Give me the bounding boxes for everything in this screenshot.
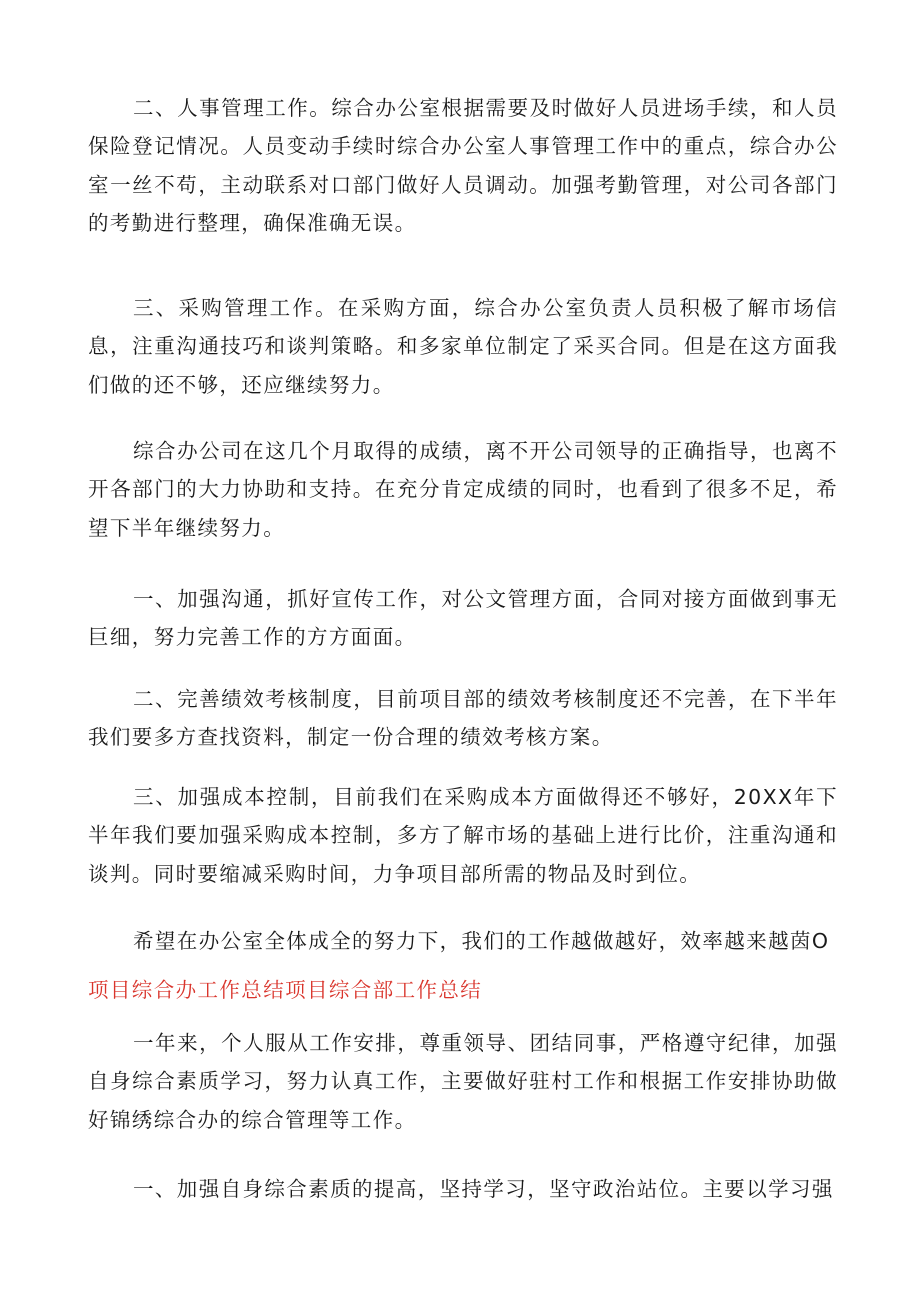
paragraph-closing-hope: 希望在办公室全体成全的努力下，我们的工作越做越好，效率越来越茵O <box>133 929 830 953</box>
paragraph-plan-cost-control: 三、加强成本控制，目前我们在采购成本方面做得还不够好，20XX年下半年我们要加强采购成本控制，多方了解市场的基础上进行比价，注重沟通和谈判。同时要缩减采购时间，力争项目部所需的物品及时到位。 <box>88 785 838 886</box>
paragraph-year-review: 一年来，个人服从工作安排，尊重领导、团结同事，严格遵守纪律，加强自身综合素质学习，努力认真工作，主要做好驻村工作和根据工作安排协助做好锦绣综合办的综合管理等工作。 <box>88 1031 838 1132</box>
section-heading: 项目综合办工作总结项目综合部工作总结 <box>88 978 483 1002</box>
paragraph-self-improvement: 一、加强自身综合素质的提高，坚持学习，坚守政治站位。主要以学习强 <box>133 1177 834 1201</box>
paragraph-procurement-management: 三、采购管理工作。在采购方面，综合办公室负责人员积极了解市场信息，注重沟通技巧和谈判策略。和多家单位制定了采买合同。但是在这方面我们做的还不够，还应继续努力。 <box>88 296 838 397</box>
paragraph-plan-communication: 一、加强沟通，抓好宣传工作，对公文管理方面，合同对接方面做到事无巨细，努力完善工作的方方面面。 <box>88 587 838 650</box>
paragraph-achievements-summary: 综合办公司在这几个月取得的成绩，离不开公司领导的正确指导，也离不开各部门的大力协助和支持。在充分肯定成绩的同时，也看到了很多不足，希望下半年继续努力。 <box>88 439 838 540</box>
paragraph-plan-performance: 二、完善绩效考核制度，目前项目部的绩效考核制度还不完善，在下半年我们要多方查找资料，制定一份合理的绩效考核方案。 <box>88 687 838 750</box>
paragraph-personnel-management: 二、人事管理工作。综合办公室根据需要及时做好人员进场手续，和人员保险登记情况。人员变动手续时综合办公室人事管理工作中的重点，综合办公室一丝不苟，主动联系对口部门做好人员调动。加强考勤管理，对公司各部门的考勤进行整理，确保准确无误。 <box>88 96 838 236</box>
